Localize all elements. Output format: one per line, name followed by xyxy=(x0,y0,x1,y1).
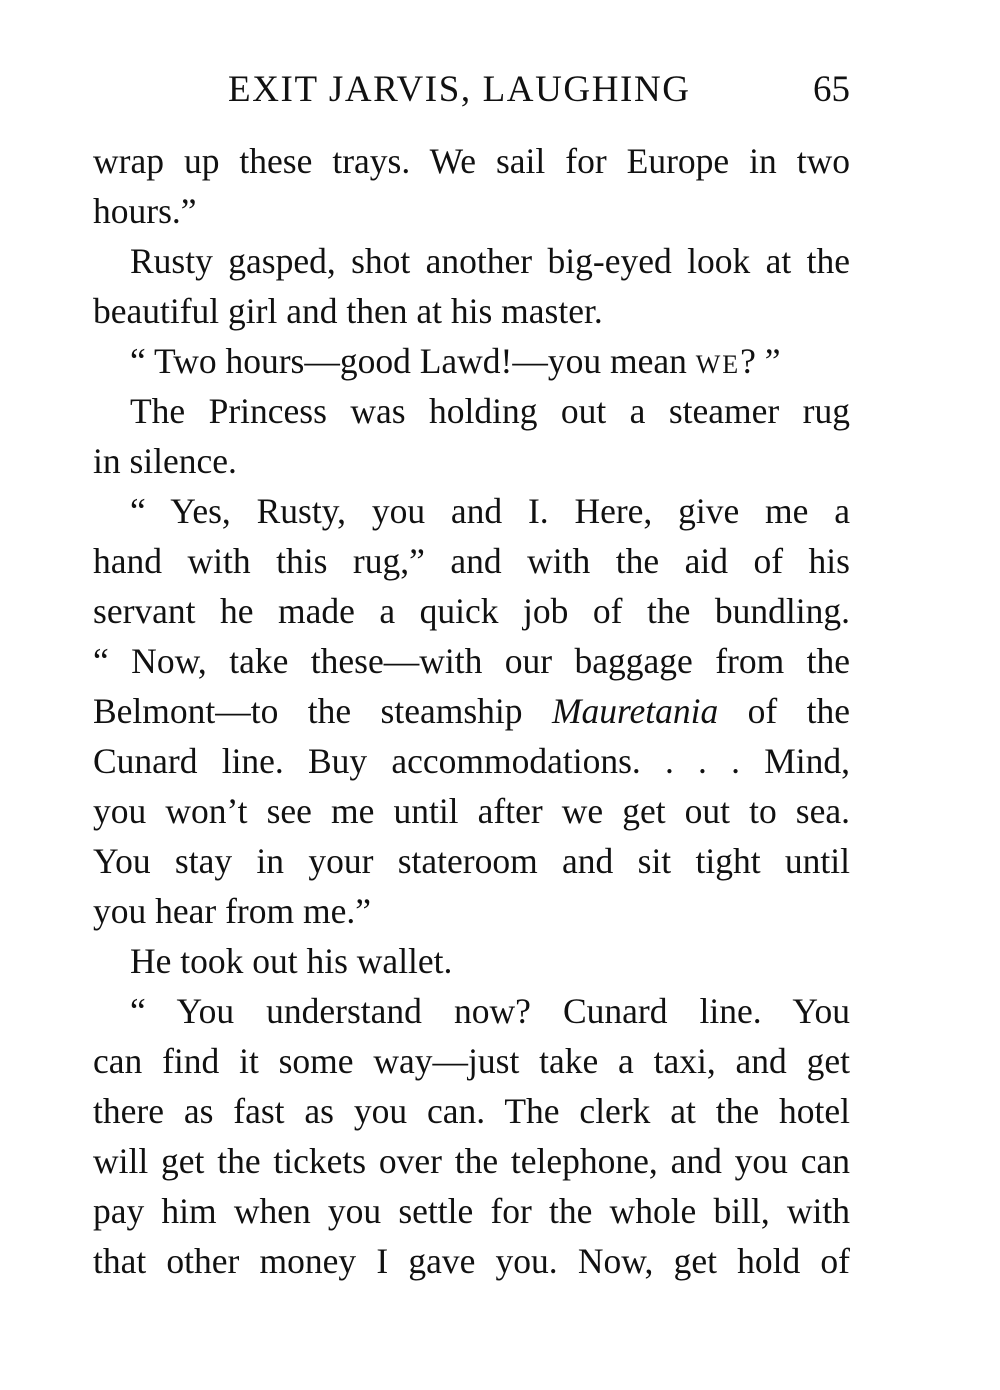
text-line: You stay in your stateroom and sit tight until xyxy=(93,841,850,881)
text-line: Rusty gasped, shot another big-eyed look at the xyxy=(130,241,850,281)
text-line: you hear from me.” xyxy=(93,891,371,931)
text-line xyxy=(93,336,850,386)
running-head xyxy=(92,62,852,122)
running-title: EXIT JARVIS, LAUGHING xyxy=(228,69,691,110)
text-line: Cunard line. Buy accommodations. . . . Mind, xyxy=(93,741,850,781)
body-text xyxy=(93,136,850,1286)
text-line: in silence. xyxy=(93,441,237,481)
text-line: “ Yes, Rusty, you and I. Here, give me a xyxy=(130,491,850,531)
text-line: you won’t see me until after we get out to sea. xyxy=(93,791,850,831)
small-caps-word: WE xyxy=(695,350,741,379)
text-line: “ Now, take these—with our baggage from the xyxy=(93,641,850,681)
text-line: that other money I gave you. Now, get hold of xyxy=(93,1241,850,1281)
page-number: 65 xyxy=(813,69,850,110)
text-line: “ You understand now? Cunard line. You xyxy=(130,991,850,1031)
text-line: pay him when you settle for the whole bill, with xyxy=(93,1191,850,1231)
text-line: beautiful girl and then at his master. xyxy=(93,291,603,331)
text-segment: of the xyxy=(718,691,850,731)
text-line: The Princess was holding out a steamer rug xyxy=(130,391,850,431)
text-line: hand with this rug,” and with the aid of his xyxy=(93,541,850,581)
text-line: will get the tickets over the telephone, and you can xyxy=(93,1141,850,1181)
text-segment: ? ” xyxy=(740,341,781,381)
text-segment: “ Two hours—good Lawd!—you mean xyxy=(130,341,696,381)
text-line: wrap up these trays. We sail for Europe in two xyxy=(93,141,850,181)
text-line xyxy=(93,686,850,736)
text-line: hours.” xyxy=(93,191,197,231)
text-line: there as fast as you can. The clerk at the hotel xyxy=(93,1091,850,1131)
text-line: servant he made a quick job of the bundling. xyxy=(93,591,850,631)
text-line: can find it some way—just take a taxi, and get xyxy=(93,1041,850,1081)
italic-ship-name: Mauretania xyxy=(551,691,719,731)
text-line: He took out his wallet. xyxy=(130,941,453,981)
text-segment: Belmont—to the steamship xyxy=(93,691,552,731)
